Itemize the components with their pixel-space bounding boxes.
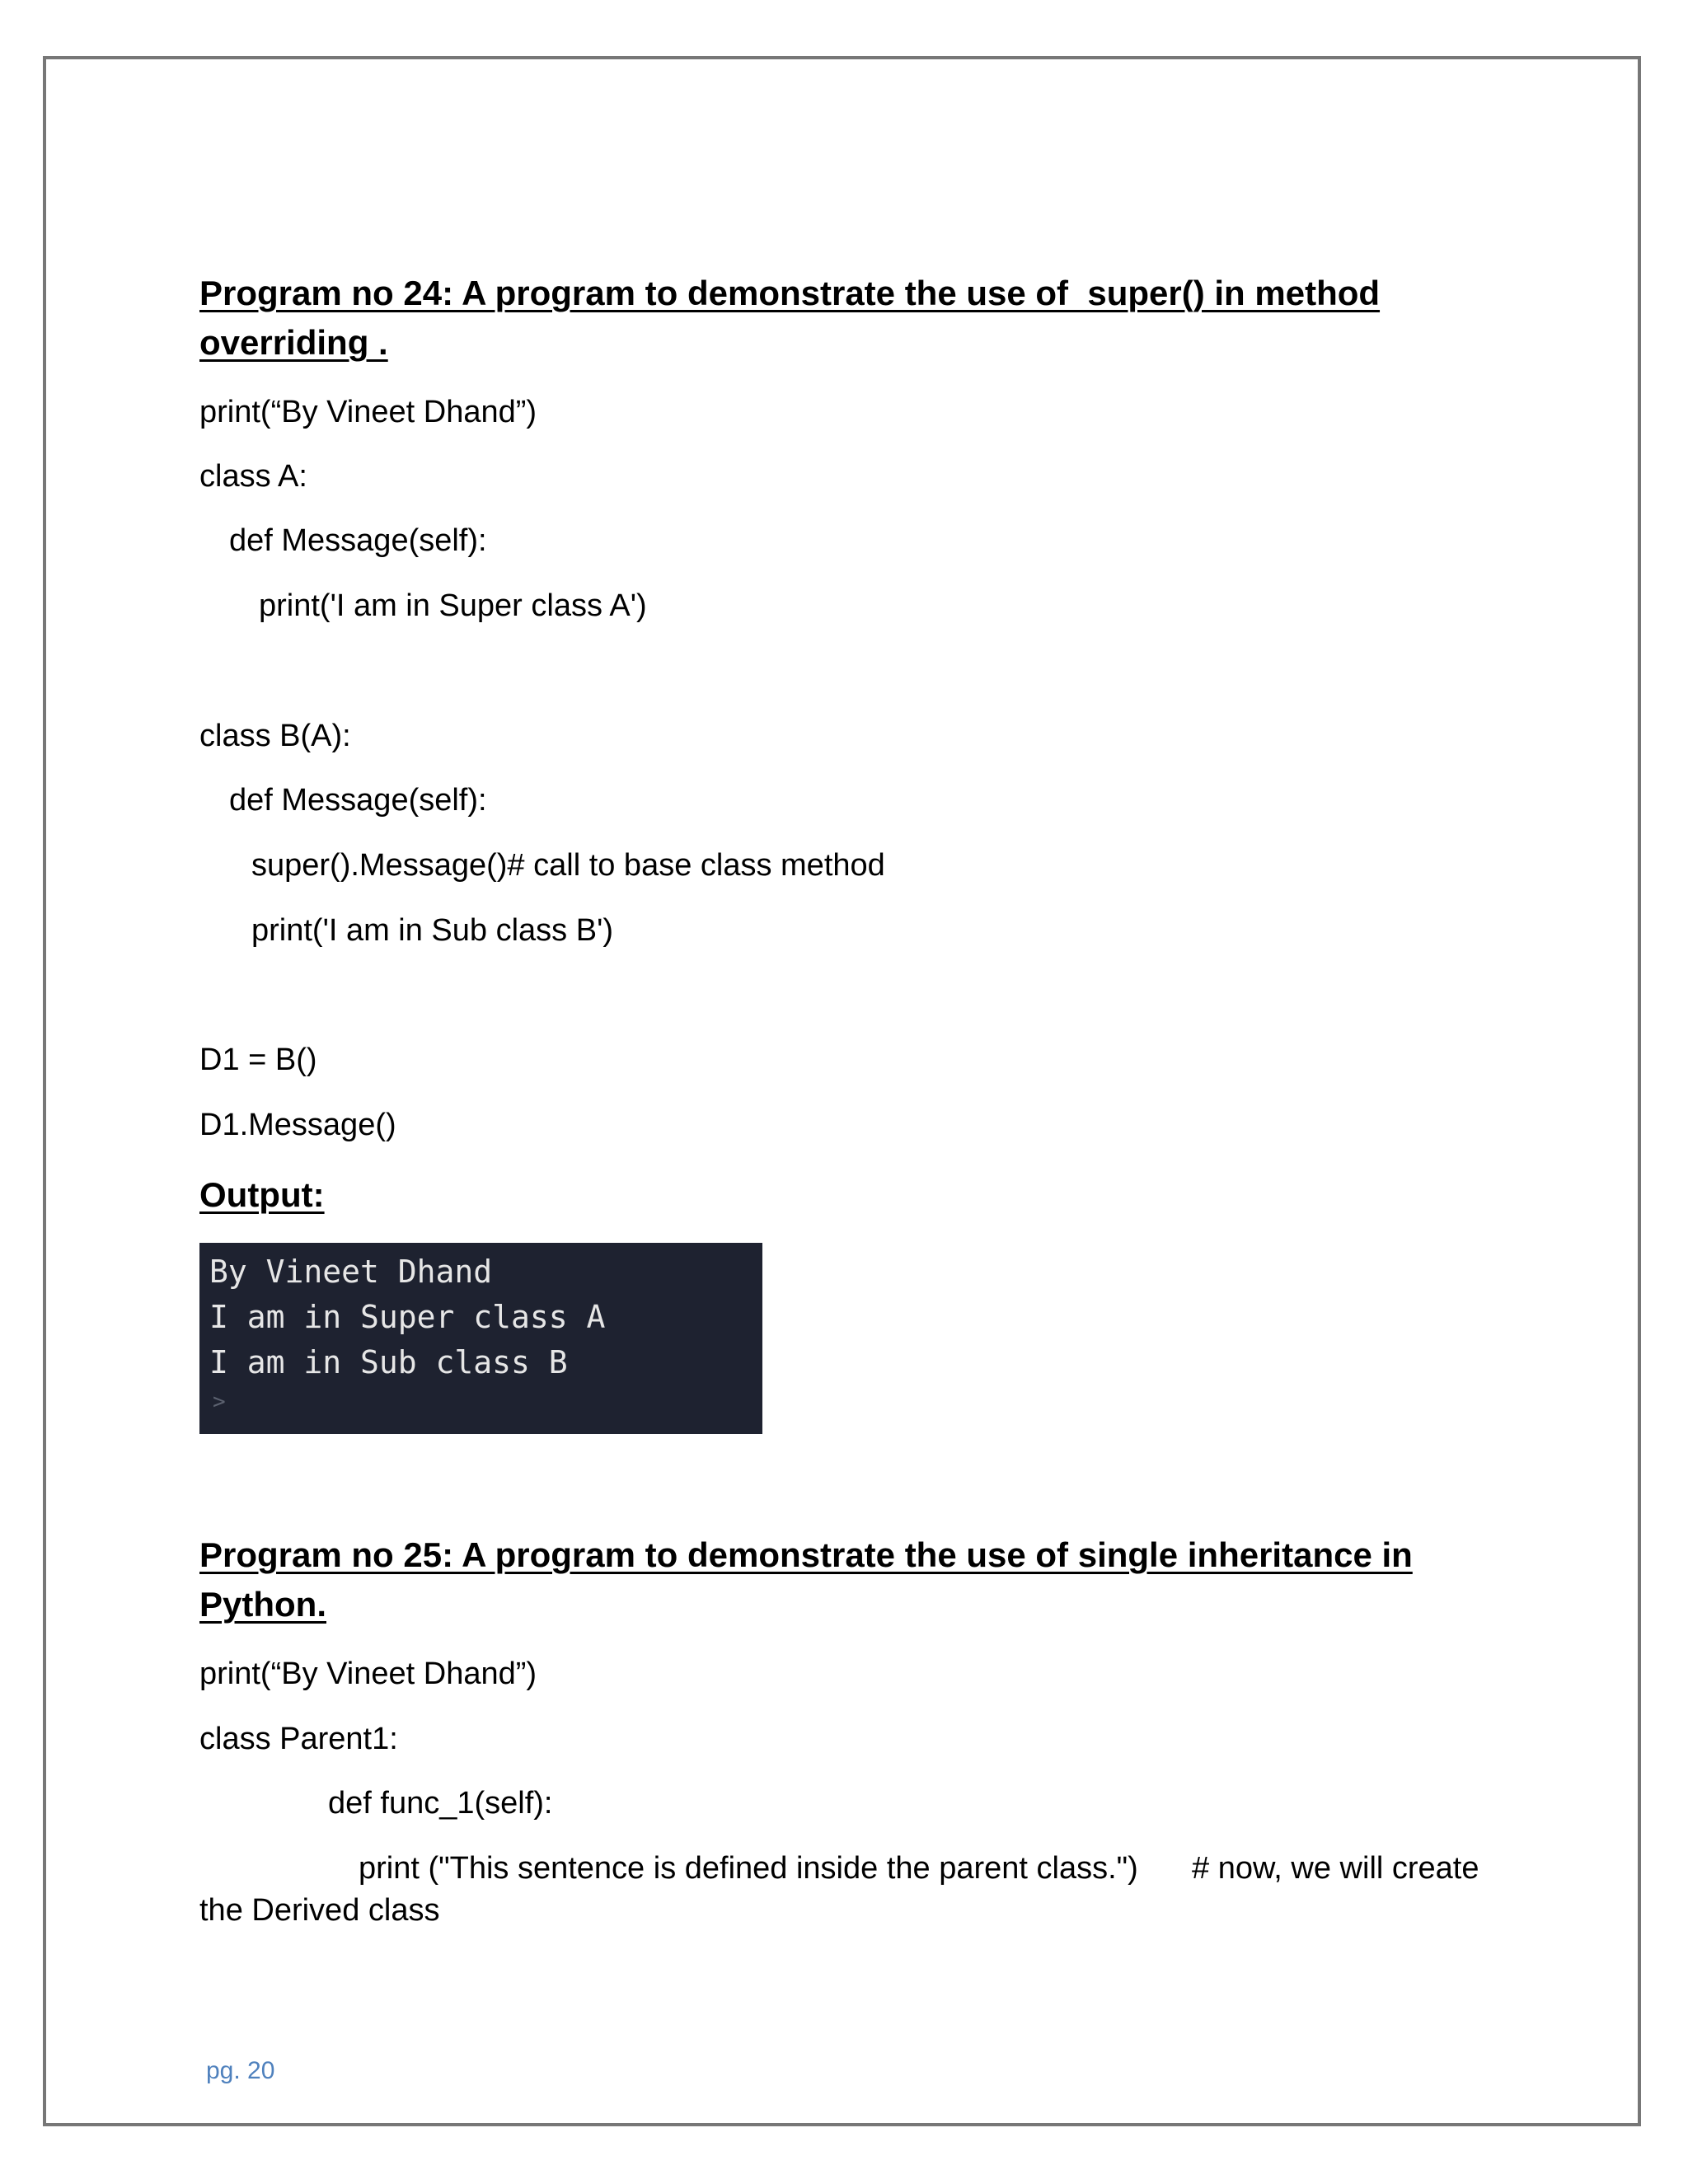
output-terminal-screenshot	[199, 1243, 762, 1434]
program-24-heading-line1: Program no 24: A program to demonstrate the use of super() in method	[199, 274, 1381, 312]
code-line: print('I am in Super class A')	[259, 588, 647, 623]
page-number: pg. 20	[206, 2057, 275, 2084]
program-24-heading-line2: overriding .	[199, 323, 388, 362]
terminal-line: I am in Super class A	[209, 1299, 606, 1335]
code-line: def Message(self):	[229, 523, 487, 558]
code-comment: # now, we will create	[1192, 1851, 1479, 1886]
code-line: class A:	[199, 459, 307, 494]
code-line: print(“By Vineet Dhand”)	[199, 1657, 537, 1691]
program-25-heading-line1: Program no 25: A program to demonstrate the use of single inheritance in	[199, 1535, 1413, 1574]
code-line: D1.Message()	[199, 1108, 396, 1142]
code-line: D1 = B()	[199, 1043, 317, 1077]
terminal-line: I am in Sub class B	[209, 1344, 568, 1380]
code-line: print ("This sentence is defined inside the parent class.")	[359, 1851, 1138, 1886]
code-line: print('I am in Sub class B')	[251, 913, 613, 948]
code-line: super().Message()# call to base class method	[251, 848, 885, 883]
terminal-prompt: >	[213, 1390, 226, 1414]
program-25-heading-line2: Python.	[199, 1585, 326, 1624]
code-line: class B(A):	[199, 719, 351, 753]
code-line: class Parent1:	[199, 1722, 398, 1756]
code-line: def func_1(self):	[328, 1786, 553, 1821]
code-line: the Derived class	[199, 1893, 440, 1928]
code-line: print(“By Vineet Dhand”)	[199, 395, 537, 429]
terminal-line: By Vineet Dhand	[209, 1254, 493, 1290]
output-label: Output:	[199, 1175, 325, 1214]
code-line: def Message(self):	[229, 783, 487, 818]
